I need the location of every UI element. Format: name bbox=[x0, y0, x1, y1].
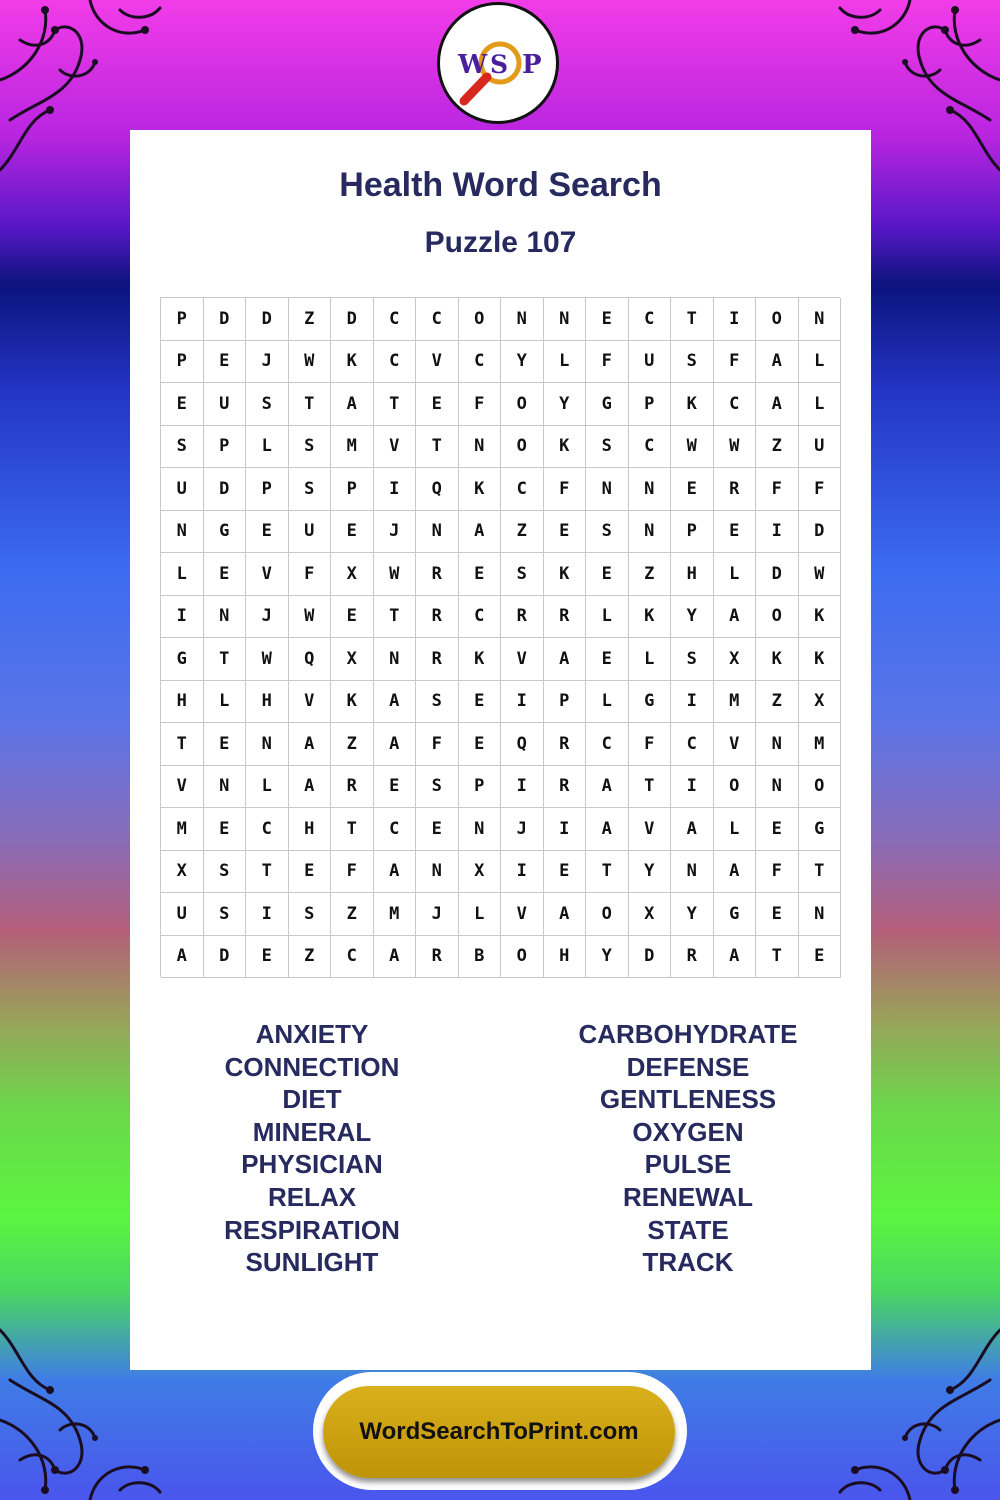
grid-cell[interactable]: V bbox=[501, 893, 544, 936]
grid-cell[interactable]: G bbox=[714, 893, 757, 936]
grid-cell[interactable]: V bbox=[714, 723, 757, 766]
grid-cell[interactable]: Z bbox=[331, 893, 374, 936]
grid-cell[interactable]: C bbox=[374, 341, 417, 384]
grid-cell[interactable]: D bbox=[629, 936, 672, 979]
grid-cell[interactable]: S bbox=[289, 468, 332, 511]
grid-cell[interactable]: K bbox=[544, 553, 587, 596]
grid-cell[interactable]: E bbox=[586, 638, 629, 681]
grid-cell[interactable]: K bbox=[544, 426, 587, 469]
grid-cell[interactable]: D bbox=[204, 936, 247, 979]
grid-cell[interactable]: V bbox=[161, 766, 204, 809]
grid-cell[interactable]: K bbox=[629, 596, 672, 639]
grid-cell[interactable]: S bbox=[289, 426, 332, 469]
grid-cell[interactable]: E bbox=[416, 383, 459, 426]
grid-cell[interactable]: H bbox=[246, 681, 289, 724]
grid-cell[interactable]: F bbox=[586, 341, 629, 384]
grid-cell[interactable]: E bbox=[289, 851, 332, 894]
grid-cell[interactable]: L bbox=[544, 341, 587, 384]
grid-cell[interactable]: I bbox=[544, 808, 587, 851]
grid-cell[interactable]: L bbox=[246, 766, 289, 809]
grid-cell[interactable]: E bbox=[586, 553, 629, 596]
grid-cell[interactable]: O bbox=[501, 383, 544, 426]
grid-cell[interactable]: N bbox=[204, 596, 247, 639]
word-list-item: GENTLENESS bbox=[599, 1084, 777, 1115]
grid-cell[interactable]: W bbox=[289, 341, 332, 384]
grid-cell[interactable]: E bbox=[756, 808, 799, 851]
word-list-item: RELAX bbox=[267, 1181, 357, 1212]
grid-cell[interactable]: S bbox=[586, 511, 629, 554]
grid-cell[interactable]: A bbox=[374, 936, 417, 979]
letter-grid[interactable] bbox=[160, 297, 840, 977]
grid-cell[interactable]: M bbox=[374, 893, 417, 936]
grid-cell[interactable]: P bbox=[459, 766, 502, 809]
grid-cell[interactable]: T bbox=[374, 596, 417, 639]
grid-cell[interactable]: W bbox=[799, 553, 842, 596]
grid-cell[interactable]: E bbox=[671, 468, 714, 511]
grid-cell[interactable]: Z bbox=[756, 681, 799, 724]
word-list-item: CONNECTION bbox=[224, 1051, 400, 1082]
grid-cell[interactable]: R bbox=[544, 723, 587, 766]
grid-cell[interactable]: A bbox=[374, 681, 417, 724]
grid-cell[interactable]: S bbox=[246, 383, 289, 426]
grid-cell[interactable]: N bbox=[416, 851, 459, 894]
grid-cell[interactable]: Y bbox=[544, 383, 587, 426]
grid-cell[interactable]: F bbox=[331, 851, 374, 894]
grid-cell[interactable]: H bbox=[289, 808, 332, 851]
grid-cell[interactable]: L bbox=[459, 893, 502, 936]
grid-cell[interactable]: X bbox=[161, 851, 204, 894]
grid-cell[interactable]: L bbox=[629, 638, 672, 681]
grid-cell[interactable]: P bbox=[161, 298, 204, 341]
grid-cell[interactable]: I bbox=[714, 298, 757, 341]
grid-cell[interactable]: N bbox=[544, 298, 587, 341]
grid-cell[interactable]: A bbox=[289, 723, 332, 766]
grid-cell[interactable]: F bbox=[756, 851, 799, 894]
grid-cell[interactable]: L bbox=[586, 681, 629, 724]
grid-cell[interactable]: I bbox=[671, 766, 714, 809]
word-list-item: STATE bbox=[647, 1214, 729, 1245]
grid-cell[interactable]: E bbox=[459, 723, 502, 766]
grid-cell[interactable]: E bbox=[714, 511, 757, 554]
grid-cell[interactable]: J bbox=[246, 341, 289, 384]
grid-cell[interactable]: P bbox=[629, 383, 672, 426]
grid-cell[interactable]: N bbox=[416, 511, 459, 554]
grid-cell[interactable]: A bbox=[331, 383, 374, 426]
wsp-logo bbox=[437, 2, 559, 124]
grid-cell[interactable]: N bbox=[459, 426, 502, 469]
grid-cell[interactable]: N bbox=[629, 511, 672, 554]
grid-cell[interactable]: C bbox=[331, 936, 374, 979]
grid-cell[interactable]: X bbox=[629, 893, 672, 936]
word-list-item: MINERAL bbox=[252, 1116, 372, 1147]
grid-cell[interactable]: L bbox=[204, 681, 247, 724]
grid-cell[interactable]: E bbox=[204, 553, 247, 596]
grid-cell[interactable]: K bbox=[331, 341, 374, 384]
grid-cell[interactable]: N bbox=[204, 766, 247, 809]
grid-cell[interactable]: T bbox=[586, 851, 629, 894]
grid-cell[interactable]: W bbox=[671, 426, 714, 469]
grid-cell[interactable]: R bbox=[714, 468, 757, 511]
grid-cell[interactable]: F bbox=[799, 468, 842, 511]
grid-cell[interactable]: E bbox=[799, 936, 842, 979]
grid-cell[interactable]: A bbox=[714, 596, 757, 639]
grid-cell[interactable]: R bbox=[416, 638, 459, 681]
grid-cell[interactable]: F bbox=[756, 468, 799, 511]
grid-cell[interactable]: K bbox=[459, 468, 502, 511]
grid-cell[interactable]: R bbox=[544, 766, 587, 809]
word-list-item: PULSE bbox=[644, 1149, 732, 1180]
grid-cell[interactable]: U bbox=[629, 341, 672, 384]
grid-cell[interactable]: A bbox=[374, 851, 417, 894]
word-list-item: OXYGEN bbox=[632, 1116, 744, 1147]
grid-cell[interactable]: V bbox=[246, 553, 289, 596]
grid-cell[interactable]: J bbox=[374, 511, 417, 554]
grid-cell[interactable]: E bbox=[246, 511, 289, 554]
grid-cell[interactable]: C bbox=[501, 468, 544, 511]
grid-cell[interactable]: C bbox=[374, 808, 417, 851]
grid-cell[interactable]: O bbox=[756, 596, 799, 639]
puzzle-number: Puzzle 107 bbox=[424, 226, 577, 259]
grid-cell[interactable]: L bbox=[799, 341, 842, 384]
grid-cell[interactable]: D bbox=[246, 298, 289, 341]
grid-cell[interactable]: V bbox=[289, 681, 332, 724]
grid-cell[interactable]: X bbox=[459, 851, 502, 894]
puzzle-sheet bbox=[130, 130, 871, 1370]
grid-cell[interactable]: Y bbox=[501, 341, 544, 384]
grid-cell[interactable]: V bbox=[416, 341, 459, 384]
grid-cell[interactable]: S bbox=[161, 426, 204, 469]
grid-cell[interactable]: C bbox=[416, 298, 459, 341]
grid-cell[interactable]: J bbox=[416, 893, 459, 936]
grid-cell[interactable]: R bbox=[416, 596, 459, 639]
grid-cell[interactable]: V bbox=[501, 638, 544, 681]
grid-cell[interactable]: H bbox=[671, 553, 714, 596]
grid-cell[interactable]: N bbox=[501, 298, 544, 341]
grid-cell[interactable]: O bbox=[799, 766, 842, 809]
grid-cell[interactable]: I bbox=[501, 766, 544, 809]
grid-cell[interactable]: A bbox=[161, 936, 204, 979]
website-link-button[interactable]: WordSearchToPrint.com bbox=[323, 1386, 675, 1478]
grid-cell[interactable]: L bbox=[161, 553, 204, 596]
grid-cell[interactable]: E bbox=[246, 936, 289, 979]
grid-cell[interactable]: R bbox=[501, 596, 544, 639]
grid-cell[interactable]: N bbox=[756, 723, 799, 766]
grid-cell[interactable]: T bbox=[204, 638, 247, 681]
grid-cell[interactable]: R bbox=[416, 936, 459, 979]
grid-cell[interactable]: A bbox=[374, 723, 417, 766]
grid-cell[interactable]: T bbox=[331, 808, 374, 851]
word-list-item: DIET bbox=[282, 1084, 342, 1115]
grid-cell[interactable]: W bbox=[246, 638, 289, 681]
grid-cell[interactable]: S bbox=[416, 681, 459, 724]
grid-cell[interactable]: A bbox=[586, 808, 629, 851]
grid-cell[interactable]: N bbox=[246, 723, 289, 766]
grid-cell[interactable]: E bbox=[459, 553, 502, 596]
grid-cell[interactable]: E bbox=[586, 298, 629, 341]
grid-cell[interactable]: Y bbox=[671, 596, 714, 639]
grid-cell[interactable]: X bbox=[799, 681, 842, 724]
grid-cell[interactable]: U bbox=[161, 893, 204, 936]
grid-cell[interactable]: M bbox=[799, 723, 842, 766]
grid-cell[interactable]: P bbox=[246, 468, 289, 511]
grid-cell[interactable]: T bbox=[756, 936, 799, 979]
grid-cell[interactable]: K bbox=[331, 681, 374, 724]
grid-cell[interactable]: N bbox=[586, 468, 629, 511]
word-list-item: PHYSICIAN bbox=[241, 1149, 383, 1180]
grid-cell[interactable]: A bbox=[586, 766, 629, 809]
grid-cell[interactable]: K bbox=[756, 638, 799, 681]
grid-cell[interactable]: F bbox=[629, 723, 672, 766]
grid-cell[interactable]: T bbox=[799, 851, 842, 894]
grid-cell[interactable]: L bbox=[799, 383, 842, 426]
grid-cell[interactable]: R bbox=[544, 596, 587, 639]
word-list-item: SUNLIGHT bbox=[245, 1247, 379, 1278]
grid-cell[interactable]: E bbox=[544, 851, 587, 894]
grid-cell[interactable]: S bbox=[204, 851, 247, 894]
grid-cell[interactable]: I bbox=[374, 468, 417, 511]
word-list-item: TRACK bbox=[642, 1247, 734, 1278]
logo-letter-w: W bbox=[458, 50, 488, 80]
grid-cell[interactable]: E bbox=[331, 511, 374, 554]
grid-cell[interactable]: T bbox=[416, 426, 459, 469]
word-list-item: RESPIRATION bbox=[224, 1214, 400, 1245]
grid-cell[interactable]: W bbox=[714, 426, 757, 469]
grid-cell[interactable]: D bbox=[799, 511, 842, 554]
grid-cell[interactable]: D bbox=[204, 298, 247, 341]
grid-cell[interactable]: J bbox=[246, 596, 289, 639]
grid-cell[interactable]: G bbox=[586, 383, 629, 426]
grid-cell[interactable]: N bbox=[799, 298, 842, 341]
grid-cell[interactable]: B bbox=[459, 936, 502, 979]
grid-cell[interactable]: A bbox=[459, 511, 502, 554]
grid-cell[interactable]: P bbox=[331, 468, 374, 511]
grid-cell[interactable]: L bbox=[586, 596, 629, 639]
grid-cell[interactable]: K bbox=[671, 383, 714, 426]
grid-cell[interactable]: N bbox=[756, 766, 799, 809]
grid-cell[interactable]: T bbox=[374, 383, 417, 426]
grid-cell[interactable]: N bbox=[161, 511, 204, 554]
grid-cell[interactable]: A bbox=[544, 638, 587, 681]
grid-cell[interactable]: K bbox=[799, 596, 842, 639]
grid-cell[interactable]: F bbox=[416, 723, 459, 766]
grid-cell[interactable]: Z bbox=[629, 553, 672, 596]
grid-cell[interactable]: E bbox=[204, 723, 247, 766]
grid-cell[interactable]: V bbox=[629, 808, 672, 851]
grid-cell[interactable]: Z bbox=[756, 426, 799, 469]
logo-letter-s: S bbox=[490, 50, 509, 79]
grid-cell[interactable]: T bbox=[289, 383, 332, 426]
grid-cell[interactable]: T bbox=[161, 723, 204, 766]
grid-cell[interactable]: A bbox=[714, 851, 757, 894]
grid-cell[interactable]: N bbox=[671, 851, 714, 894]
grid-cell[interactable]: O bbox=[501, 936, 544, 979]
grid-cell[interactable]: I bbox=[671, 681, 714, 724]
grid-cell[interactable]: V bbox=[374, 426, 417, 469]
grid-cell[interactable]: Y bbox=[629, 851, 672, 894]
grid-cell[interactable]: D bbox=[756, 553, 799, 596]
grid-cell[interactable]: F bbox=[714, 341, 757, 384]
grid-cell[interactable]: E bbox=[204, 808, 247, 851]
grid-cell[interactable]: A bbox=[714, 936, 757, 979]
grid-cell[interactable]: P bbox=[204, 426, 247, 469]
grid-cell[interactable]: H bbox=[161, 681, 204, 724]
grid-cell[interactable]: G bbox=[799, 808, 842, 851]
word-list-item: CARBOHYDRATE bbox=[578, 1019, 798, 1049]
grid-cell[interactable]: I bbox=[756, 511, 799, 554]
grid-cell[interactable]: I bbox=[246, 893, 289, 936]
grid-cell[interactable]: N bbox=[459, 808, 502, 851]
grid-cell[interactable]: X bbox=[331, 638, 374, 681]
grid-cell[interactable]: X bbox=[714, 638, 757, 681]
grid-cell[interactable]: Y bbox=[586, 936, 629, 979]
grid-cell[interactable]: L bbox=[246, 426, 289, 469]
grid-cell[interactable]: E bbox=[544, 511, 587, 554]
grid-cell[interactable]: K bbox=[459, 638, 502, 681]
grid-cell[interactable]: N bbox=[799, 893, 842, 936]
word-list-item: ANXIETY bbox=[255, 1019, 369, 1049]
grid-cell[interactable]: C bbox=[374, 298, 417, 341]
grid-cell[interactable]: P bbox=[544, 681, 587, 724]
grid-cell[interactable]: E bbox=[459, 681, 502, 724]
grid-cell[interactable]: S bbox=[289, 893, 332, 936]
grid-cell[interactable]: U bbox=[799, 426, 842, 469]
grid-cell[interactable]: M bbox=[331, 426, 374, 469]
word-list-item: DEFENSE bbox=[626, 1051, 750, 1082]
grid-cell[interactable]: I bbox=[501, 681, 544, 724]
grid-cell[interactable]: C bbox=[246, 808, 289, 851]
grid-cell[interactable]: Q bbox=[289, 638, 332, 681]
word-list-item: RENEWAL bbox=[623, 1181, 753, 1212]
grid-cell[interactable]: W bbox=[374, 553, 417, 596]
word-list-right bbox=[528, 1018, 848, 1279]
grid-cell[interactable]: R bbox=[416, 553, 459, 596]
grid-cell[interactable]: Z bbox=[289, 298, 332, 341]
grid-cell[interactable]: I bbox=[161, 596, 204, 639]
grid-cell[interactable]: G bbox=[161, 638, 204, 681]
grid-cell[interactable]: M bbox=[714, 681, 757, 724]
grid-cell[interactable]: O bbox=[756, 298, 799, 341]
logo-letter-p: P bbox=[522, 50, 542, 80]
grid-cell[interactable]: R bbox=[671, 936, 714, 979]
grid-cell[interactable]: Z bbox=[501, 511, 544, 554]
grid-cell[interactable]: S bbox=[671, 341, 714, 384]
grid-cell[interactable]: Q bbox=[501, 723, 544, 766]
grid-cell[interactable]: G bbox=[204, 511, 247, 554]
grid-cell[interactable]: J bbox=[501, 808, 544, 851]
grid-cell[interactable]: F bbox=[289, 553, 332, 596]
grid-cell[interactable]: Z bbox=[331, 723, 374, 766]
grid-cell[interactable]: R bbox=[331, 766, 374, 809]
grid-cell[interactable]: C bbox=[459, 596, 502, 639]
grid-cell[interactable]: C bbox=[714, 383, 757, 426]
grid-cell[interactable]: D bbox=[331, 298, 374, 341]
page-title: Health Word Search bbox=[339, 166, 662, 204]
grid-cell[interactable]: S bbox=[416, 766, 459, 809]
grid-cell[interactable]: X bbox=[331, 553, 374, 596]
grid-cell[interactable]: A bbox=[289, 766, 332, 809]
grid-cell[interactable]: C bbox=[629, 298, 672, 341]
grid-cell[interactable]: E bbox=[416, 808, 459, 851]
grid-cell[interactable]: U bbox=[161, 468, 204, 511]
grid-cell[interactable]: Z bbox=[289, 936, 332, 979]
grid-cell[interactable]: F bbox=[459, 383, 502, 426]
grid-cell[interactable]: T bbox=[246, 851, 289, 894]
grid-cell[interactable]: A bbox=[756, 383, 799, 426]
grid-cell[interactable]: L bbox=[714, 808, 757, 851]
grid-cell[interactable]: P bbox=[161, 341, 204, 384]
grid-cell[interactable]: S bbox=[501, 553, 544, 596]
grid-cell[interactable]: O bbox=[714, 766, 757, 809]
grid-cell[interactable]: E bbox=[331, 596, 374, 639]
grid-cell[interactable]: E bbox=[161, 383, 204, 426]
grid-cell[interactable]: P bbox=[671, 511, 714, 554]
grid-cell[interactable]: U bbox=[204, 383, 247, 426]
grid-cell[interactable]: C bbox=[671, 723, 714, 766]
grid-cell[interactable]: I bbox=[501, 851, 544, 894]
grid-cell[interactable]: G bbox=[629, 681, 672, 724]
grid-cell[interactable]: N bbox=[629, 468, 672, 511]
grid-cell[interactable]: T bbox=[629, 766, 672, 809]
grid-cell[interactable]: H bbox=[544, 936, 587, 979]
grid-cell[interactable]: T bbox=[671, 298, 714, 341]
grid-cell[interactable]: F bbox=[544, 468, 587, 511]
grid-cell[interactable]: E bbox=[374, 766, 417, 809]
grid-cell[interactable]: S bbox=[586, 426, 629, 469]
grid-cell[interactable]: E bbox=[204, 341, 247, 384]
grid-cell[interactable]: C bbox=[629, 426, 672, 469]
grid-cell[interactable]: A bbox=[544, 893, 587, 936]
grid-cell[interactable]: N bbox=[374, 638, 417, 681]
grid-cell[interactable]: M bbox=[161, 808, 204, 851]
grid-cell[interactable]: C bbox=[459, 341, 502, 384]
grid-cell[interactable]: A bbox=[756, 341, 799, 384]
grid-cell[interactable]: U bbox=[289, 511, 332, 554]
grid-cell[interactable]: Q bbox=[416, 468, 459, 511]
grid-cell[interactable]: D bbox=[204, 468, 247, 511]
grid-cell[interactable]: C bbox=[586, 723, 629, 766]
grid-cell[interactable]: S bbox=[671, 638, 714, 681]
grid-cell[interactable]: O bbox=[586, 893, 629, 936]
grid-cell[interactable]: L bbox=[714, 553, 757, 596]
grid-cell[interactable]: E bbox=[756, 893, 799, 936]
grid-cell[interactable]: W bbox=[289, 596, 332, 639]
grid-cell[interactable]: S bbox=[204, 893, 247, 936]
word-list-left bbox=[152, 1018, 472, 1279]
grid-cell[interactable]: O bbox=[459, 298, 502, 341]
grid-cell[interactable]: K bbox=[799, 638, 842, 681]
grid-cell[interactable]: A bbox=[671, 808, 714, 851]
grid-cell[interactable]: O bbox=[501, 426, 544, 469]
grid-cell[interactable]: Y bbox=[671, 893, 714, 936]
